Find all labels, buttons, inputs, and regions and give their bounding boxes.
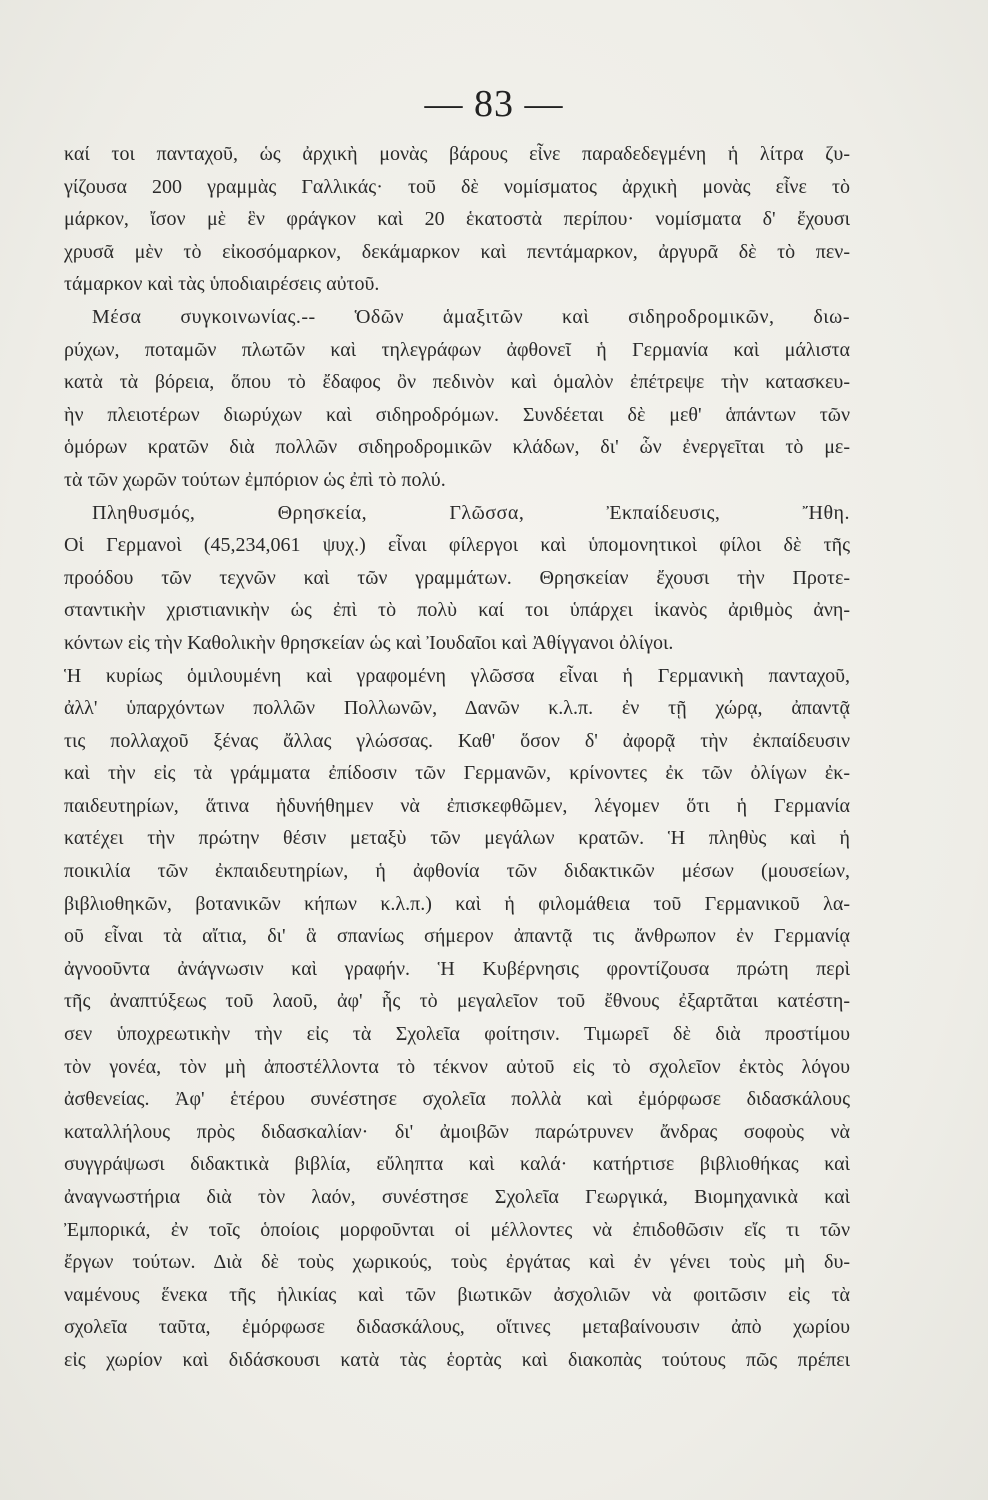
text-line: ναμένους ἕνεκα τῆς ἡλικίας καὶ τῶν βιωτικῶν ἀσχολιῶν νὰ φοιτῶσιν εἰς τὰ [64,1283,850,1306]
text-line: Πληθυσμός, Θρησκεία, Γλῶσσα, Ἐκπαίδευσις, Ἤθη. [92,501,850,524]
page-number: — 83 — [424,83,564,125]
text-line: χρυσᾶ μὲν τὸ εἰκοσόμαρκον, δεκάμαρκον καὶ πεντάμαρκον, ἀργυρᾶ δὲ τὸ πεν- [64,240,850,263]
text-line: βιβλιοθηκῶν, βοτανικῶν κήπων κ.λ.π.) καὶ ἡ φιλομάθεια τοῦ Γερμανικοῦ λα- [64,892,850,915]
text-line: τις πολλαχοῦ ξένας ἄλλας γλώσσας. Καθ' ὅσον δ' ἀφορᾷ τὴν ἐκπαίδευσιν [64,729,850,752]
text-line: ὴν πλειοτέρων διωρύχων καὶ σιδηροδρόμων. Συνδέεται δὲ μεθ' ἁπάντων τῶν [64,403,850,426]
text-line: καί τοι πανταχοῦ, ὡς ἀρχικὴ μονὰς βάρους εἶνε παραδεδεγμένη ἡ λίτρα ζυ- [64,143,850,165]
text-line: καὶ τὴν εἰς τὰ γράμματα ἐπίδοσιν τῶν Γερμανῶν, κρίνοντες ἐκ τῶν ὀλίγων ἐκ- [64,762,850,785]
text-line: προόδου τῶν τεχνῶν καὶ τῶν γραμμάτων. Θρησκείαν ἔχουσι τὴν Προτε- [64,566,850,589]
text-line: καταλλήλους πρὸς διδασκαλίαν· δι' ἀμοιβῶν παρώτρυνεν ἄνδρας σοφοὺς νὰ [64,1120,850,1143]
text-line: μάρκον, ἴσον μὲ ἓν φράγκον καὶ 20 ἑκατοστὰ περίπου· νομίσματα δ' ἔχουσι [64,208,850,231]
text-line: ποικιλία τῶν ἐκπαιδευτηρίων, ἡ ἀφθονία τῶν διδακτικῶν μέσων (μουσείων, [64,860,850,883]
text-line: ὁμόρων κρατῶν διὰ πολλῶν σιδηροδρομικῶν κλάδων, δι' ὧν ἐνεργεῖται τὸ με- [64,436,850,459]
text-line: κατέχει τὴν πρώτην θέσιν μεταξὺ τῶν μεγάλων κρατῶν. Ἡ πληθὺς καὶ ἡ [64,827,850,850]
text-line: τὸν γονέα, τὸν μὴ ἀποστέλλοντα τὸ τέκνον αὐτοῦ εἰς τὸ σχολεῖον ἐκτὸς λόγου [64,1055,850,1078]
text-line: Ἐμπορικά, ἐν τοῖς ὁποίοις μορφοῦνται οἱ μέλλοντες νὰ ἐπιδοθῶσιν εἴς τι τῶν [64,1218,850,1241]
text-line: συγγράψωσι διδακτικὰ βιβλία, εὔληπτα καὶ καλά· κατήρτισε βιβλιοθήκας καὶ [64,1153,850,1176]
text-line: κόντων εἰς τὴν Καθολικὴν θρησκείαν ὡς καὶ Ἰουδαῖοι καὶ Ἀθίγγανοι ὀλίγοι. [64,631,674,654]
text-line: Οἱ Γερμανοὶ (45,234,061 ψυχ.) εἶναι φίλεργοι καὶ ὑπομονητικοὶ φίλοι δὲ τῆς [64,534,850,557]
text-line: ἀναγνωστήρια διὰ τὸν λαόν, συνέστησε Σχολεῖα Γεωργικά, Βιομηχανικὰ καὶ [64,1186,850,1208]
text-line: κατὰ τὰ βόρεια, ὅπου τὸ ἔδαφος ὂν πεδινὸν καὶ ὁμαλὸν ἐπέτρεψε τὴν κατασκευ- [64,371,850,394]
text-line: σχολεῖα ταῦτα, ἐμόρφωσε διδασκάλους, οἵτινες μεταβαίνουσιν ἀπὸ χωρίου [64,1316,850,1339]
body-text [64,138,850,1377]
text-line: ρύχων, ποταμῶν πλωτῶν καὶ τηλεγράφων ἀφθονεῖ ἡ Γερμανία καὶ μάλιστα [64,338,850,361]
text-line: τὰ τῶν χωρῶν τούτων ἐμπόριον ὡς ἐπὶ τὸ πολύ. [64,468,446,491]
text-line: ἀγνοοῦντα ἀνάγνωσιν καὶ γραφήν. Ἡ Κυβέρνησις φροντίζουσα πρώτη περὶ [64,957,850,980]
text-line: Μέσα συγκοινωνίας.-- Ὁδῶν ἁμαξιτῶν καὶ σιδηροδρομικῶν, διω- [92,305,850,328]
text-line: ἀσθενείας. Ἀφ' ἑτέρου συνέστησε σχολεῖα πολλὰ καὶ ἐμόρφωσε διδασκάλους [64,1088,850,1111]
text-line: τάμαρκον καὶ τὰς ὑποδιαιρέσεις αὐτοῦ. [64,273,380,296]
text-line: σταντικὴν χριστιανικὴν ὡς ἐπὶ τὸ πολὺ καί τοι ὑπάρχει ἱκανὸς ἀριθμὸς ἀνη- [64,599,850,622]
text-line: Ἡ κυρίως ὁμιλουμένη καὶ γραφομένη γλῶσσα εἶναι ἡ Γερμανικὴ πανταχοῦ, [64,664,850,687]
text-line: τῆς ἀναπτύξεως τοῦ λαοῦ, ἀφ' ἧς τὸ μεγαλεῖον τοῦ ἔθνους ἐξαρτᾶται κατέστη- [64,990,850,1013]
text-line: ἔργων τούτων. Διὰ δὲ τοὺς χωρικούς, τοὺς ἐργάτας καὶ ἐν γένει τοὺς μὴ δυ- [64,1251,850,1274]
text-line: γίζουσα 200 γραμμὰς Γαλλικάς· τοῦ δὲ νομίσματος ἀρχικὴ μονὰς εἶνε τὸ [64,175,850,198]
text-line: παιδευτηρίων, ἅτινα ἠδυνήθημεν νὰ ἐπισκεφθῶμεν, λέγομεν ὅτι ἡ Γερμανία [64,794,850,817]
text-line: οῦ εἶναι τὰ αἴτια, δι' ἃ σπανίως σήμερον ἀπαντᾷ τις ἄνθρωπον ἐν Γερμανίᾳ [64,925,850,948]
text-line: σεν ὑποχρεωτικὴν τὴν εἰς τὰ Σχολεῖα φοίτησιν. Τιμωρεῖ δὲ διὰ προστίμου [64,1023,850,1046]
text-line: ἀλλ' ὑπαρχόντων πολλῶν Πολλωνῶν, Δανῶν κ.λ.π. ἐν τῇ χώρᾳ, ἀπαντᾷ [64,697,850,720]
text-line: εἰς χωρίον καὶ διδάσκουσι κατὰ τὰς ἑορτὰς καὶ διακοπὰς τούτους πῶς πρέπει [64,1348,850,1371]
